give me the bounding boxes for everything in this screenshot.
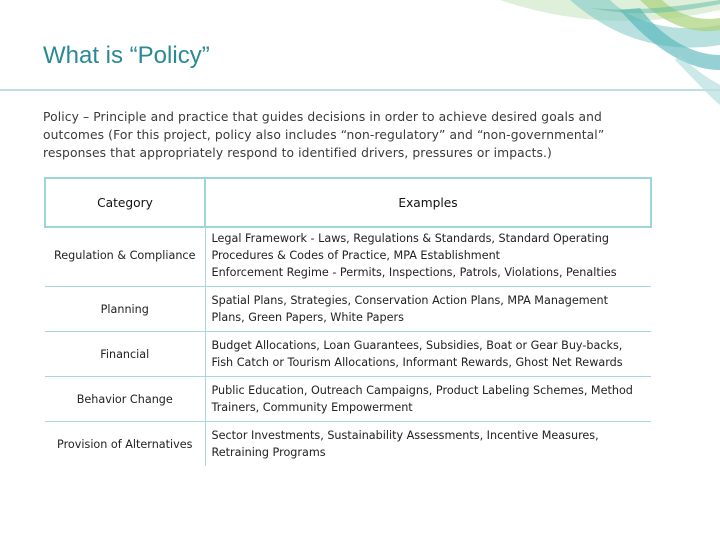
examples-line: Public Education, Outreach Campaigns, Product Labeling Schemes, Method bbox=[211, 384, 633, 397]
table-row bbox=[45, 287, 651, 332]
decorative-swirl-graphic bbox=[440, 0, 720, 110]
examples-cell bbox=[205, 422, 651, 467]
category-cell: Planning bbox=[100, 302, 149, 316]
table-row bbox=[45, 377, 651, 422]
column-header-examples: Examples bbox=[398, 195, 458, 210]
policy-definition: Policy – Principle and practice that guides decisions in order to achieve desired goals and outcomes (For this project, policy also includes “non-regulatory” and “non-governmental” responses that appropriately respond to identified drivers, pressures or impacts.) bbox=[43, 110, 605, 160]
examples-line: Legal Framework - Laws, Regulations & Standards, Standard Operating bbox=[211, 232, 609, 245]
category-cell: Provision of Alternatives bbox=[57, 437, 193, 451]
examples-line: Trainers, Community Empowerment bbox=[211, 401, 413, 414]
table-row bbox=[45, 422, 651, 467]
policy-category-table bbox=[44, 177, 652, 466]
column-header-category: Category bbox=[45, 178, 205, 227]
examples-line: Enforcement Regime - Permits, Inspections, Patrols, Violations, Penalties bbox=[211, 266, 617, 279]
table-row bbox=[45, 227, 651, 287]
slide-title: What is “Policy” bbox=[43, 42, 210, 69]
examples-line: Procedures & Codes of Practice, MPA Establishment bbox=[211, 249, 501, 262]
examples-line: Plans, Green Papers, White Papers bbox=[211, 311, 404, 324]
table-header-row bbox=[45, 178, 651, 227]
table-row bbox=[45, 332, 651, 377]
examples-line: Retraining Programs bbox=[211, 446, 326, 459]
examples-cell bbox=[205, 287, 651, 332]
category-cell: Behavior Change bbox=[76, 392, 173, 406]
examples-line: Budget Allocations, Loan Guarantees, Subsidies, Boat or Gear Buy-backs, bbox=[211, 339, 623, 352]
category-cell: Regulation & Compliance bbox=[54, 249, 196, 262]
examples-cell bbox=[205, 332, 651, 377]
examples-line: Sector Investments, Sustainability Assessments, Incentive Measures, bbox=[211, 429, 599, 442]
examples-line: Fish Catch or Tourism Allocations, Informant Rewards, Ghost Net Rewards bbox=[211, 356, 623, 369]
category-cell: Financial bbox=[100, 347, 150, 361]
title-divider bbox=[0, 89, 720, 91]
examples-cell bbox=[205, 377, 651, 422]
examples-cell bbox=[205, 227, 651, 287]
examples-line: Spatial Plans, Strategies, Conservation Action Plans, MPA Management bbox=[211, 294, 609, 307]
